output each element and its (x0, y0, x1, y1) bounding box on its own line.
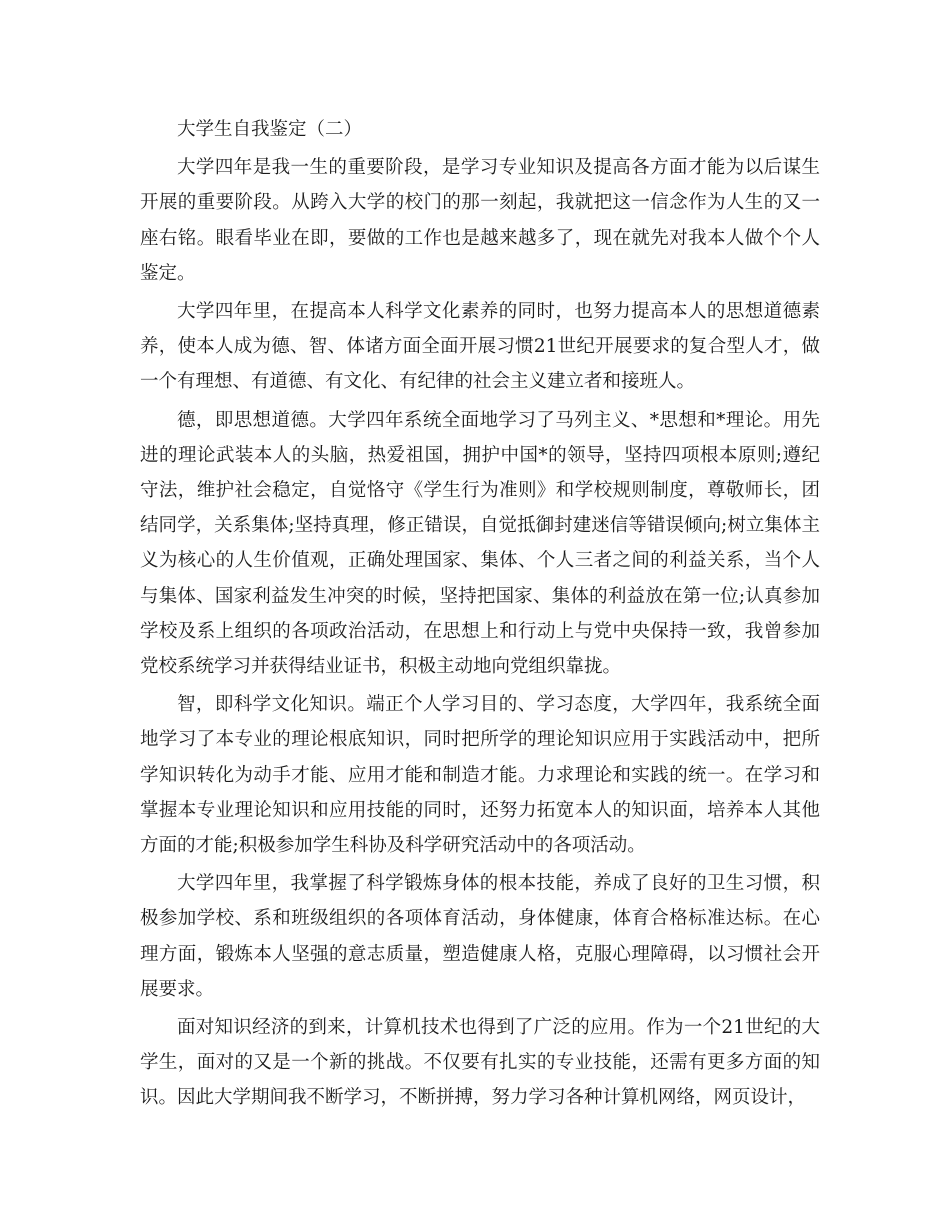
paragraph-computer: 面对知识经济的到来，计算机技术也得到了广泛的应用。作为一个21世纪的大学生，面对的又是一个新的挑战。不仅要有扎实的专业技能，还需有更多方面的知识。因此大学期间我不断学习，不断拼搏，努力学习各种计算机网络，网页设计， (140, 1017, 820, 1109)
paragraph-overview: 大学四年里，在提高本人科学文化素养的同时，也努力提高本人的思想道德素养，使本人成为德、智、体诸方面全面开展习惯21世纪开展要求的复合型人才，做一个有理想、有道德、有文化、有纪律的社会主义建立者和接班人。 (140, 301, 820, 393)
paragraph-intro: 大学四年是我一生的重要阶段，是学习专业知识及提高各方面才能为以后谋生开展的重要阶段。从跨入大学的校门的那一刻起，我就把这一信念作为人生的又一座右铭。眼看毕业在即，要做的工作也是越来越多了，现在就先对我本人做个个人鉴定。 (140, 157, 820, 284)
paragraph-morality: 德，即思想道德。大学四年系统全面地学习了马列主义、*思想和*理论。用先进的理论武装本人的头脑，热爱祖国，拥护中国*的领导，坚持四项根本原则;遵纪守法，维护社会稳定，自觉恪守《学生行为准则》和学校规则制度，尊敬师长，团结同学，关系集体;坚持真理，修正错误，自觉抵御封建迷信等错误倾向;树立集体主义为核心的人生价值观，正确处理国家、集体、个人三者之间的利益关系，当个人与集体、国家利益发生冲突的时候，坚持把国家、集体的利益放在第一位;认真参加学校及系上组织的各项政治活动，在思想上和行动上与党中央保持一致，我曾参加党校系统学习并获得结业证书，积极主动地向党组织靠拢。 (140, 409, 820, 678)
paragraph-knowledge: 智，即科学文化知识。端正个人学习目的、学习态度，大学四年，我系统全面地学习了本专业的理论根底知识，同时把所学的理论知识应用于实践活动中，把所学知识转化为动手才能、应用才能和制造才能。力求理论和实践的统一。在学习和掌握本专业理论知识和应用技能的同时，还努力拓宽本人的知识面，培养本人其他方面的才能;积极参加学生科协及科学研究活动中的各项活动。 (140, 694, 820, 857)
document-body (140, 112, 820, 1116)
paragraph-physical: 大学四年里，我掌握了科学锻炼身体的根本技能，养成了良好的卫生习惯，积极参加学校、系和班级组织的各项体育活动，身体健康，体育合格标准达标。在心理方面，锻炼本人坚强的意志质量，塑造健康人格，克服心理障碍，以习惯社会开展要求。 (140, 873, 820, 1000)
document-title: 大学生自我鉴定（二） (177, 119, 363, 140)
